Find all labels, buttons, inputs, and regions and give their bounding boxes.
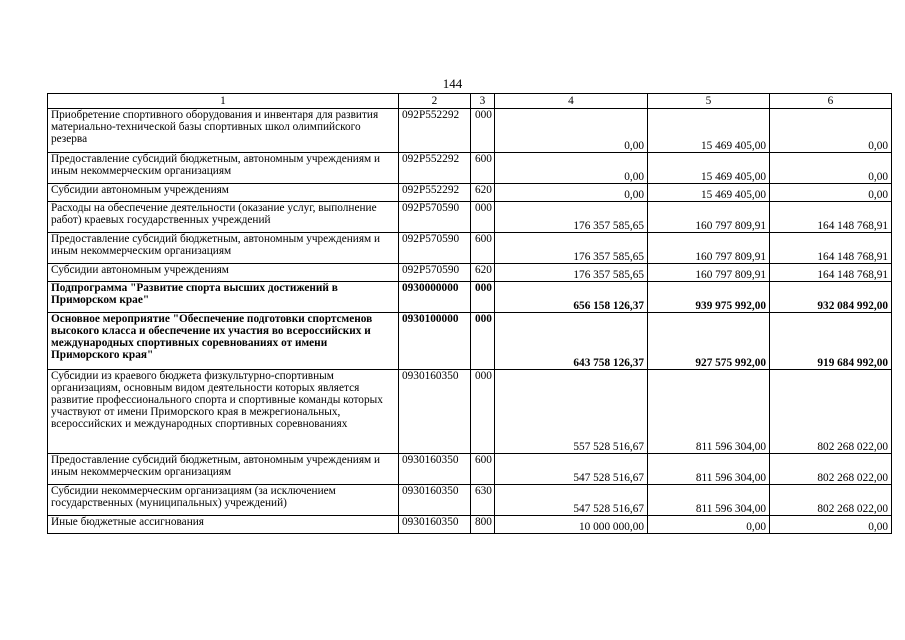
row-value-col5: 15 469 405,00 — [648, 109, 770, 153]
row-code-cell: 0930000000 — [399, 282, 471, 313]
row-value-col4: 176 357 585,65 — [495, 264, 648, 282]
row-code-cell: 092P570590 — [399, 233, 471, 264]
header-cell: 6 — [770, 94, 892, 109]
row-value-col4: 557 528 516,67 — [495, 370, 648, 454]
row-name-cell: Субсидии некоммерческим организациям (за исключением государственных (муниципальных) учреждений) — [48, 485, 399, 516]
table-row — [48, 516, 892, 534]
row-name-cell: Предоставление субсидий бюджетным, автономным учреждениям и иным некоммерческим организациям — [48, 153, 399, 184]
row-value-col6: 0,00 — [770, 153, 892, 184]
table-row — [48, 233, 892, 264]
row-code-cell: 0930160350 — [399, 370, 471, 454]
table-row — [48, 313, 892, 370]
row-vr-cell: 000 — [471, 313, 495, 370]
row-value-col4: 176 357 585,65 — [495, 233, 648, 264]
budget-table-body — [48, 94, 892, 534]
row-name-cell: Субсидии автономным учреждениям — [48, 264, 399, 282]
row-value-col5: 15 469 405,00 — [648, 184, 770, 202]
row-value-col6: 802 268 022,00 — [770, 454, 892, 485]
row-vr-cell: 630 — [471, 485, 495, 516]
row-vr-cell: 600 — [471, 233, 495, 264]
row-name-cell: Расходы на обеспечение деятельности (оказание услуг, выполнение работ) краевых государственных учреждений — [48, 202, 399, 233]
row-code-cell: 0930160350 — [399, 485, 471, 516]
row-value-col4: 0,00 — [495, 184, 648, 202]
row-value-col4: 656 158 126,37 — [495, 282, 648, 313]
row-vr-cell: 620 — [471, 264, 495, 282]
row-value-col5: 15 469 405,00 — [648, 153, 770, 184]
row-code-cell: 092P570590 — [399, 202, 471, 233]
header-cell: 2 — [399, 94, 471, 109]
row-code-cell: 092P552292 — [399, 109, 471, 153]
table-row — [48, 454, 892, 485]
row-vr-cell: 600 — [471, 454, 495, 485]
row-value-col4: 0,00 — [495, 153, 648, 184]
row-code-cell: 092P552292 — [399, 153, 471, 184]
table-row — [48, 109, 892, 153]
header-cell: 4 — [495, 94, 648, 109]
row-code-cell: 092P570590 — [399, 264, 471, 282]
row-value-col6: 919 684 992,00 — [770, 313, 892, 370]
row-value-col4: 0,00 — [495, 109, 648, 153]
row-value-col4: 176 357 585,65 — [495, 202, 648, 233]
table-row — [48, 264, 892, 282]
table-row — [48, 202, 892, 233]
row-value-col6: 802 268 022,00 — [770, 485, 892, 516]
header-row — [48, 94, 892, 109]
row-vr-cell: 000 — [471, 282, 495, 313]
row-value-col5: 939 975 992,00 — [648, 282, 770, 313]
row-code-cell: 0930160350 — [399, 454, 471, 485]
row-value-col5: 160 797 809,91 — [648, 202, 770, 233]
page-number: 144 — [442, 76, 463, 91]
row-vr-cell: 800 — [471, 516, 495, 534]
row-code-cell: 0930160350 — [399, 516, 471, 534]
header-cell: 3 — [471, 94, 495, 109]
table-row — [48, 153, 892, 184]
row-value-col6: 0,00 — [770, 184, 892, 202]
header-cell: 5 — [648, 94, 770, 109]
row-value-col5: 160 797 809,91 — [648, 264, 770, 282]
table-row — [48, 184, 892, 202]
row-name-cell: Подпрограмма "Развитие спорта высших достижений в Приморском крае" — [48, 282, 399, 313]
row-code-cell: 0930100000 — [399, 313, 471, 370]
row-name-cell: Основное мероприятие "Обеспечение подготовки спортсменов высокого класса и обеспечение их участия во всероссийских и международных спортивных соревнованиях от имени Приморского края" — [48, 313, 399, 370]
row-name-cell: Субсидии автономным учреждениям — [48, 184, 399, 202]
budget-table — [47, 93, 892, 534]
row-name-cell: Приобретение спортивного оборудования и инвентаря для развития материально-технической базы спортивных школ олимпийского резерва — [48, 109, 399, 153]
row-value-col6: 932 084 992,00 — [770, 282, 892, 313]
row-vr-cell: 000 — [471, 370, 495, 454]
row-code-cell: 092P552292 — [399, 184, 471, 202]
row-value-col5: 811 596 304,00 — [648, 485, 770, 516]
row-name-cell: Предоставление субсидий бюджетным, автономным учреждениям и иным некоммерческим организациям — [48, 454, 399, 485]
header-cell: 1 — [48, 94, 399, 109]
row-value-col6: 164 148 768,91 — [770, 264, 892, 282]
row-value-col6: 0,00 — [770, 109, 892, 153]
row-value-col5: 0,00 — [648, 516, 770, 534]
row-value-col4: 547 528 516,67 — [495, 485, 648, 516]
row-name-cell: Субсидии из краевого бюджета физкультурно-спортивным организациям, основным видом деятельности которых является развитие профессионального спорта и спортивные команды которых участвуют от имени Приморского края в межрегиональных, всероссийских и международных спортивных соревнованиях — [48, 370, 399, 454]
row-name-cell: Предоставление субсидий бюджетным, автономным учреждениям и иным некоммерческим организациям — [48, 233, 399, 264]
table-row — [48, 485, 892, 516]
row-vr-cell: 000 — [471, 109, 495, 153]
row-vr-cell: 600 — [471, 153, 495, 184]
row-vr-cell: 000 — [471, 202, 495, 233]
row-value-col5: 811 596 304,00 — [648, 370, 770, 454]
row-value-col4: 547 528 516,67 — [495, 454, 648, 485]
row-value-col6: 164 148 768,91 — [770, 233, 892, 264]
row-value-col5: 927 575 992,00 — [648, 313, 770, 370]
row-value-col6: 802 268 022,00 — [770, 370, 892, 454]
row-vr-cell: 620 — [471, 184, 495, 202]
row-value-col5: 811 596 304,00 — [648, 454, 770, 485]
row-name-cell: Иные бюджетные ассигнования — [48, 516, 399, 534]
row-value-col4: 10 000 000,00 — [495, 516, 648, 534]
row-value-col6: 0,00 — [770, 516, 892, 534]
row-value-col5: 160 797 809,91 — [648, 233, 770, 264]
row-value-col4: 643 758 126,37 — [495, 313, 648, 370]
table-row — [48, 282, 892, 313]
table-row — [48, 370, 892, 454]
row-value-col6: 164 148 768,91 — [770, 202, 892, 233]
